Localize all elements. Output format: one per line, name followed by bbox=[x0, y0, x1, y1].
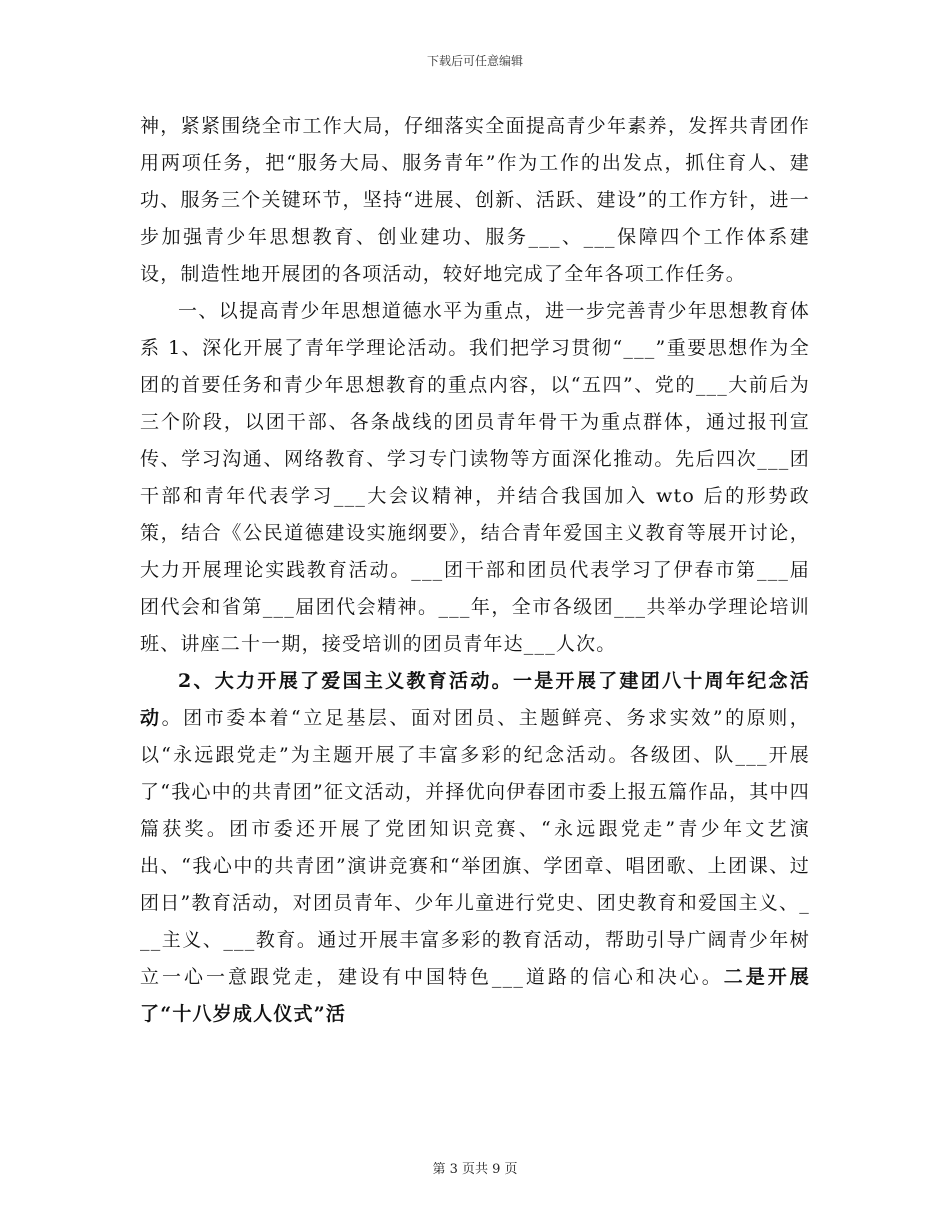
paragraph-patriotic-education bbox=[140, 663, 810, 1033]
paragraph-section-one: 一、以提高青少年思想道德水平为重点，进一步完善青少年思想教育体系 1、深化开展了青年学理论活动。我们把学习贯彻“___”重要思想作为全团的首要任务和青少年思想教育的重点内容，以“五四”、党的___大前后为三个阶段，以团干部、各条战线的团员青年骨干为重点群体，通过报刊宣传、学习沟通、网络教育、学习专门读物等方面深化推动。先后四次___团干部和青年代表学习___大会议精神，并结合我国加入 wto 后的形势政策，结合《公民道德建设实施纲要》，结合青年爱国主义教育等展开讨论，大力开展理论实践教育活动。___团干部和团员代表学习了伊春市第___届团代会和省第___届团代会精神。___年，全市各级团___共举办学理论培训班、讲座二十一期，接受培训的团员青年达___人次。 bbox=[140, 300, 810, 655]
page-number: 第 3 页共 9 页 bbox=[432, 1162, 518, 1177]
document-body bbox=[140, 108, 810, 1033]
paragraph-patriotic-education-text: 。团市委本着“立足基层、面对团员、主题鲜亮、务求实效”的原则，以“永远跟党走”为主题开展了丰富多彩的纪念活动。各级团、队___开展了“我心中的共青团”征文活动，并择优向伊春团市委上报五篇作品，其中四篇获奖。团市委还开展了党团知识竞赛、“永远跟党走”青少年文艺演出、“我心中的共青团”演讲竞赛和“举团旗、学团章、唱团歌、上团课、过团日”教育活动，对团员青年、少年儿童进行党史、团史教育和爱国主义、___主义、___教育。通过开展丰富多彩的教育活动，帮助引导广阔青少年树立一心一意跟党走，建设有中国特色___道路的信心和决心。 bbox=[140, 707, 810, 988]
paragraph-continuation: 神，紧紧围绕全市工作大局，仔细落实全面提高青少年素养，发挥共青团作用两项任务，把“服务大局、服务青年”作为工作的出发点，抓住育人、建功、服务三个关键环节，坚持“进展、创新、活跃、建设”的工作方针，进一步加强青少年思想教育、创业建功、服务___、___保障四个工作体系建设，制造性地开展团的各项活动，较好地完成了全年各项工作任务。 bbox=[140, 115, 810, 285]
page-header-note: 下载后可任意编辑 bbox=[426, 54, 523, 68]
bold-heading-patriotic-education: 2、大力开展了爱国主义教育活动。一是开展了建团八十周年纪念活动 bbox=[140, 670, 810, 729]
bold-heading-coming-of-age: 二是开展了“十八岁成人仪式”活 bbox=[140, 966, 810, 1025]
